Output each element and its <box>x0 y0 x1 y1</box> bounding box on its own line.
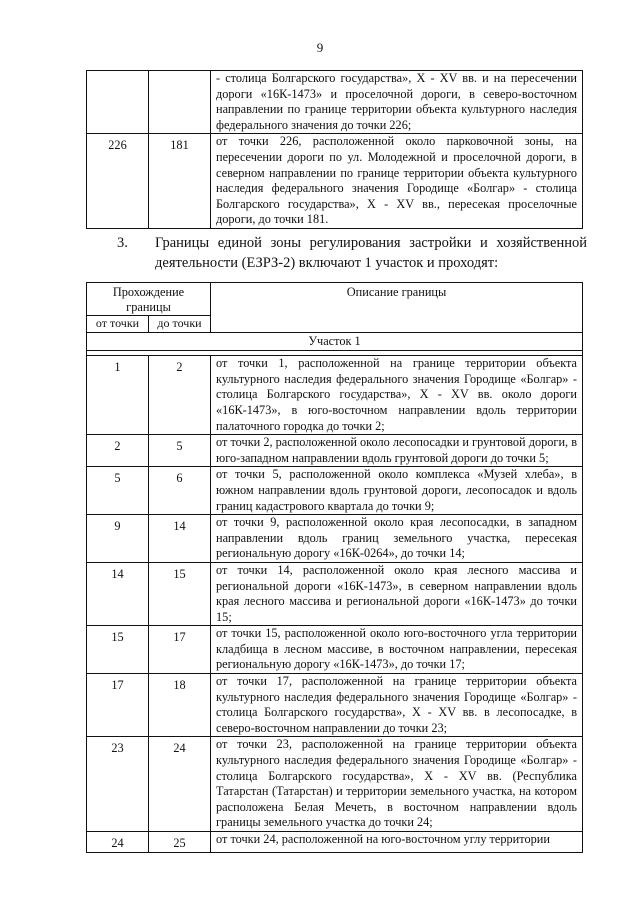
to-point-cell: 5 <box>149 435 211 467</box>
from-point-cell: 2 <box>87 435 149 467</box>
from-point-cell: 17 <box>87 674 149 737</box>
from-point-cell: 24 <box>87 832 149 853</box>
header-to: до точки <box>149 316 211 333</box>
table-row <box>87 737 583 832</box>
table-row <box>87 515 583 563</box>
to-point-cell: 24 <box>149 737 211 832</box>
from-point-cell <box>87 71 149 134</box>
table-row <box>87 562 583 625</box>
header-from: от точки <box>87 316 149 333</box>
to-point-cell: 18 <box>149 674 211 737</box>
description-cell: от точки 17, расположенной на границе территории объекта культурного наследия федерального значения Городище «Болгар» - столица Болгарского государства», X - XV вв. в лесопосадке, в северо-восточном направлении до точки 23; <box>211 674 583 737</box>
description-cell: от точки 9, расположенной около края лесопосадки, в западном направлении вдоль границ земельного участка, пересекая региональную дорогу «16К-0264», до точки 14; <box>211 515 583 563</box>
description-cell: от точки 226, расположенной около парковочной зоны, на пересечении дороги по ул. Молодежной и проселочной дороги, в северном направлении по границе территории объекта культурного наследия федерального значения Городище «Болгар» - столица Болгарского государства», X - XV вв., пересекая проселочные дороги, до точки 181. <box>211 134 583 229</box>
boundary-table-continued <box>86 70 583 229</box>
description-cell: - столица Болгарского государства», X - XV вв. и на пересечении дороги «16К-1473» и проселочной дороги, в северо-восточном направлении по границе территории объекта культурного наследия федерального значения до точки 226; <box>211 71 583 134</box>
section-label: Участок 1 <box>87 332 583 351</box>
description-cell: от точки 15, расположенной около юго-восточного угла территории кладбища в лесном массиве, в восточном направлении, пересекая региональную дорогу «16К-1473», до точки 17; <box>211 626 583 674</box>
from-point-cell: 14 <box>87 562 149 625</box>
header-passage: Прохождение границы <box>87 283 211 316</box>
table-row <box>87 467 583 515</box>
section-text: Границы единой зоны регулирования застройки и хозяйственной деятельности (ЕЗРЗ-2) включают 1 участок и проходят: <box>155 235 587 271</box>
from-point-cell: 5 <box>87 467 149 515</box>
from-point-cell: 9 <box>87 515 149 563</box>
to-point-cell: 6 <box>149 467 211 515</box>
table-row <box>87 435 583 467</box>
section-heading <box>117 233 587 273</box>
to-point-cell: 14 <box>149 515 211 563</box>
table-row <box>87 626 583 674</box>
description-cell: от точки 23, расположенной на границе территории объекта культурного наследия федерального значения Городище «Болгар» - столица Болгарского государства», X - XV вв. (Республика Татарстан (Татарстан) и территории земельного участка, на котором расположена Белая Мечеть, в восточном направлении вдоль границы земельного участка до точки 24; <box>211 737 583 832</box>
table-row <box>87 674 583 737</box>
description-cell: от точки 2, расположенной около лесопосадки и грунтовой дороги, в юго-западном направлении вдоль грунтовой дороги до точки 5; <box>211 435 583 467</box>
description-cell: от точки 5, расположенной около комплекса «Музей хлеба», в южном направлении вдоль грунтовой дороги, лесопосадок и вдоль границ кадастрового квартала до точки 9; <box>211 467 583 515</box>
from-point-cell: 1 <box>87 356 149 435</box>
to-point-cell: 17 <box>149 626 211 674</box>
header-description: Описание границы <box>211 283 583 333</box>
to-point-cell: 15 <box>149 562 211 625</box>
section-label-row <box>87 332 583 351</box>
table-row <box>87 71 583 134</box>
from-point-cell: 15 <box>87 626 149 674</box>
page-number: 9 <box>316 40 324 55</box>
description-cell: от точки 1, расположенной на границе территории объекта культурного наследия федерального значения Городище «Болгар» - столица Болгарского государства», X - XV вв. около дороги «16К-1473», в юго-восточном направлении вдоль территории палаточного городка до точки 2; <box>211 356 583 435</box>
description-cell: от точки 24, расположенной на юго-восточном углу территории <box>211 832 583 853</box>
to-point-cell <box>149 71 211 134</box>
table-row <box>87 832 583 853</box>
to-point-cell: 25 <box>149 832 211 853</box>
to-point-cell: 181 <box>149 134 211 229</box>
from-point-cell: 226 <box>87 134 149 229</box>
section-number: 3. <box>117 235 128 251</box>
table-row <box>87 134 583 229</box>
to-point-cell: 2 <box>149 356 211 435</box>
boundary-table <box>86 282 583 853</box>
table-row <box>87 356 583 435</box>
from-point-cell: 23 <box>87 737 149 832</box>
description-cell: от точки 14, расположенной около края лесного массива и региональной дороги «16К-1473», в северном направлении вдоль края лесного массива и региональной дороги «16К-1473» до точки 15; <box>211 562 583 625</box>
